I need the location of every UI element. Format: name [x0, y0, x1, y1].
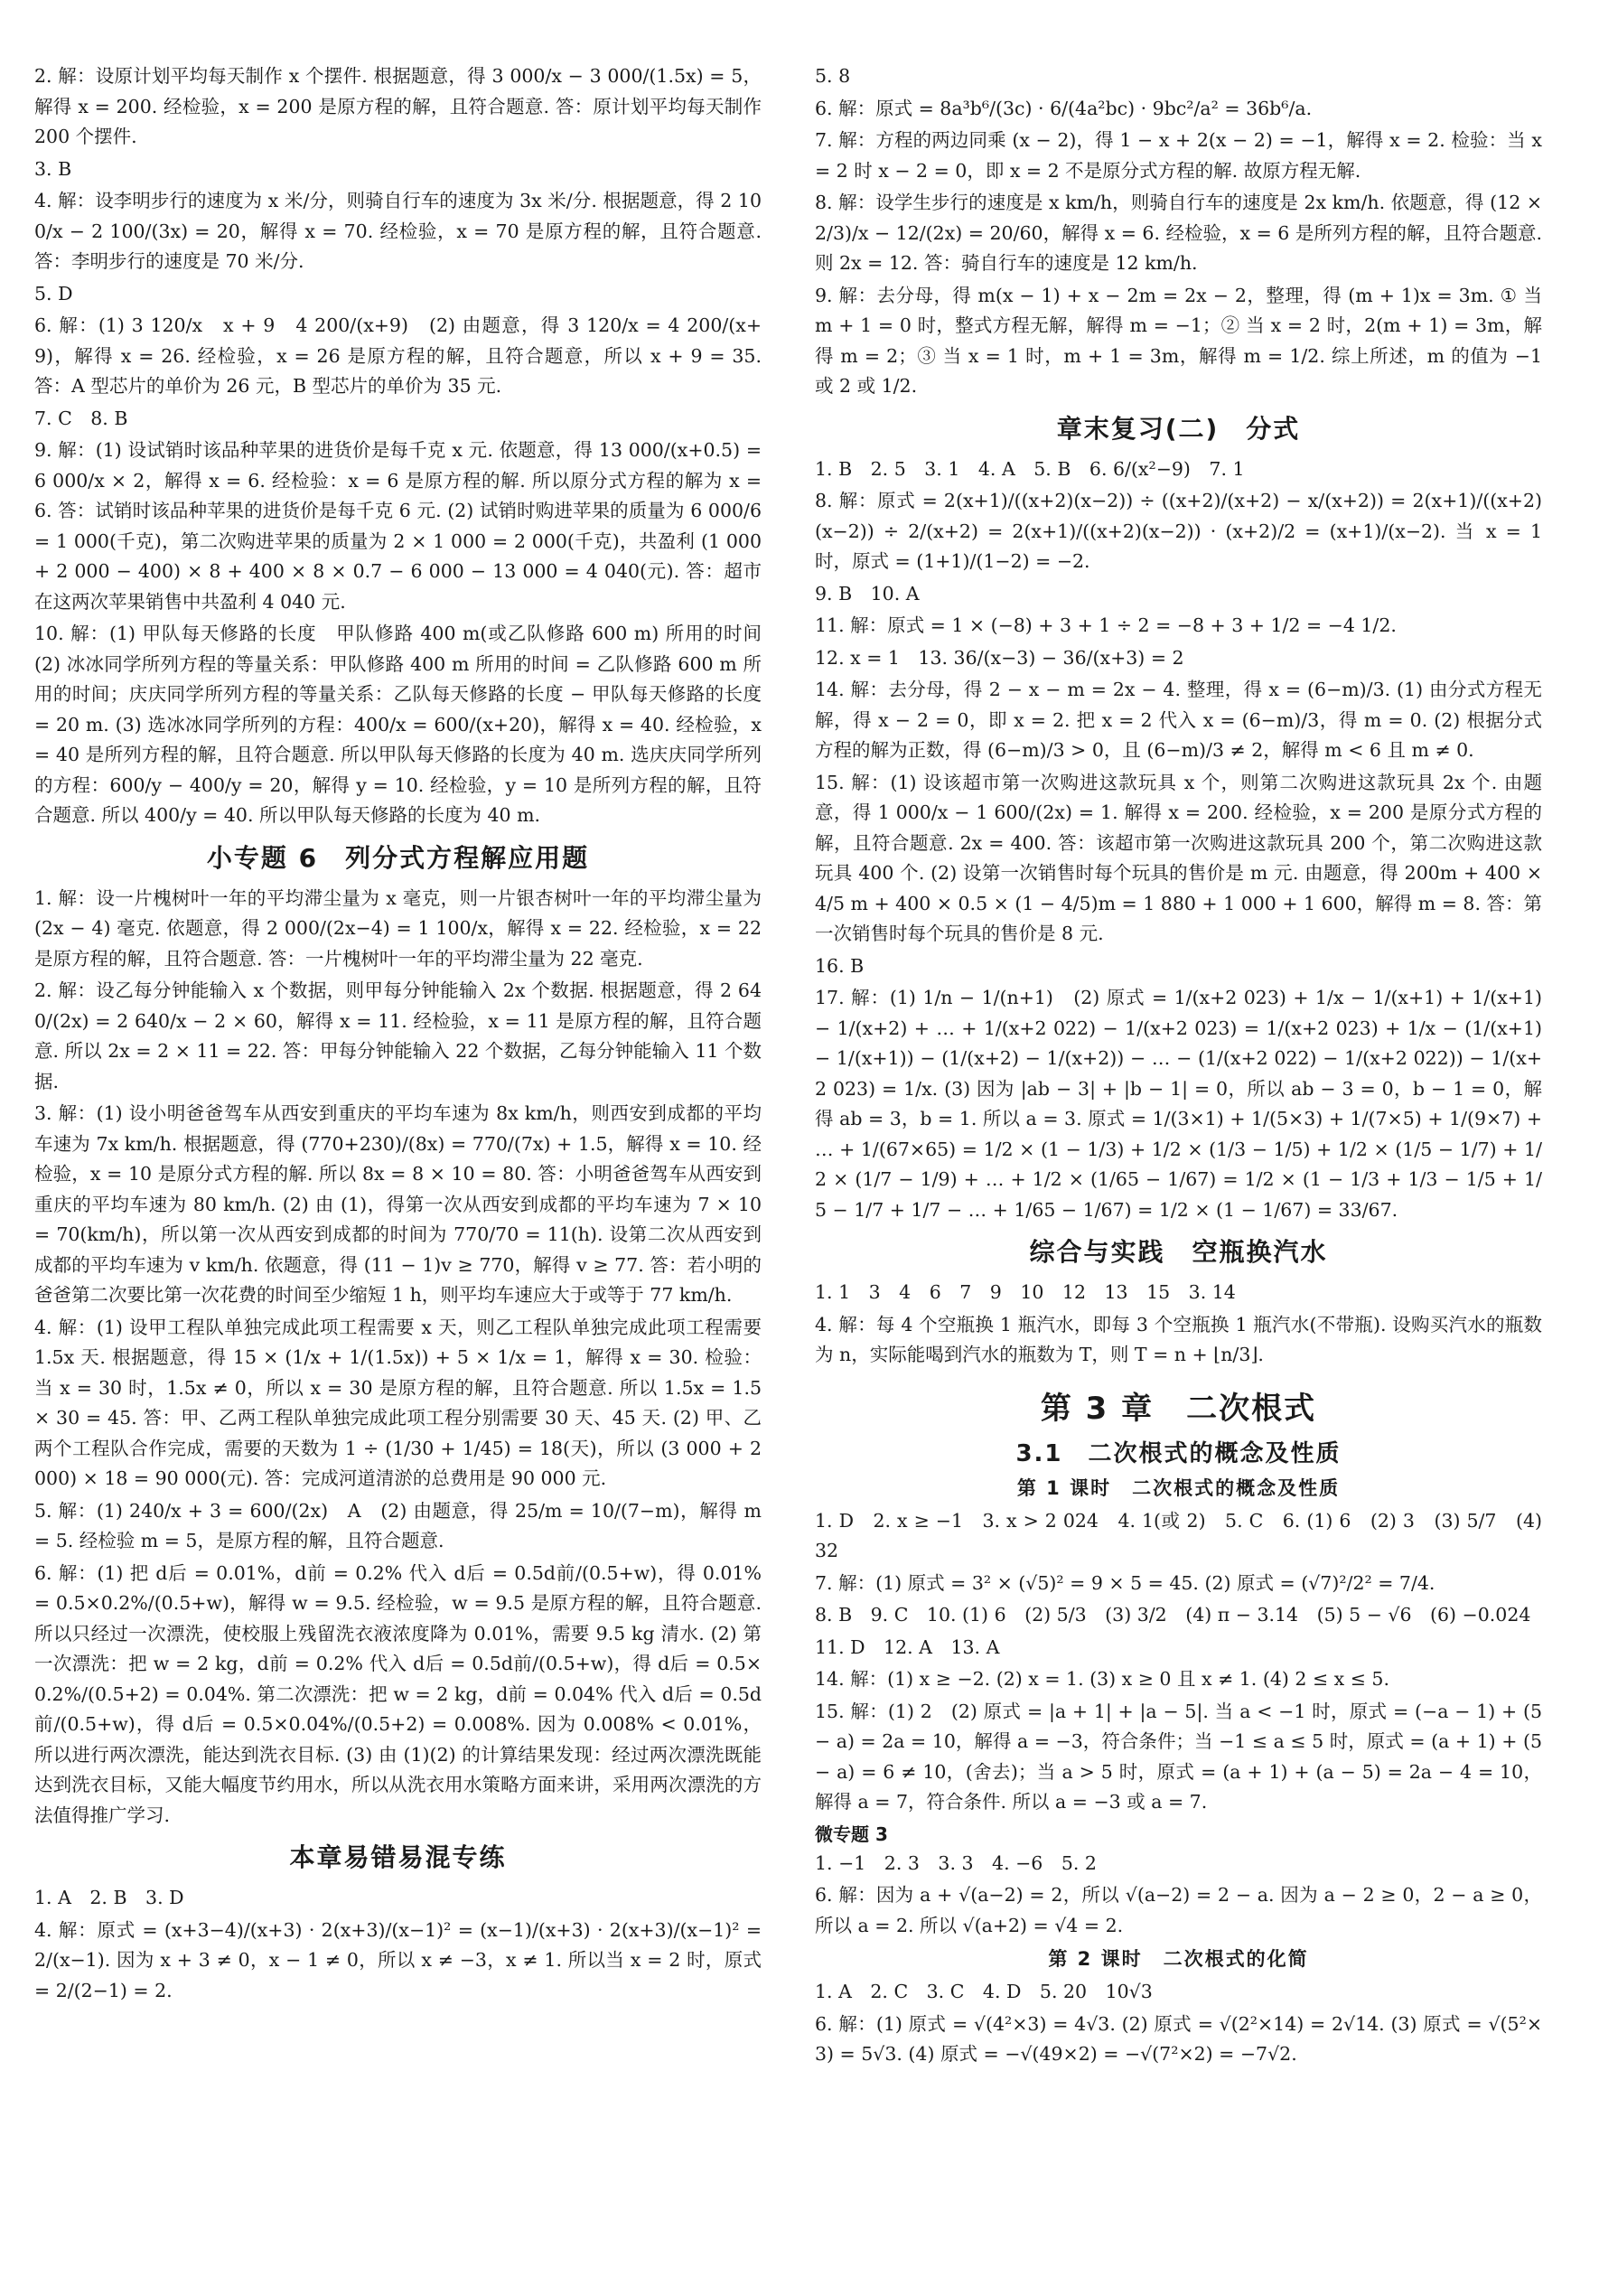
- answer-item: 5. 8: [815, 65, 851, 87]
- section-subheading: 3.1 二次根式的概念及性质: [1015, 1439, 1342, 1467]
- answer-item: 16. B: [815, 954, 865, 977]
- answer-item: 7. C 8. B: [34, 407, 128, 429]
- answer-item: 2. 解：设乙每分钟能输入 x 个数据，则甲每分钟能输入 2x 个数据. 根据题意，得 2 640/(2x) = 2 640/x − 2 × 60，解得 x = 11. 经检验，x = 11 是原方程的解，且符合题意. 所以 2x = 2 × 11 = 22. 答：甲每分钟能输入 22 个数据，乙每分钟能输入 11 个数据.: [34, 979, 762, 1092]
- chapter-heading: 第 3 章 二次根式: [1040, 1390, 1317, 1427]
- answer-item: 3. 解：(1) 设小明爸爸驾车从西安到重庆的平均车速为 8x km/h，则西安到成都的平均车速为 7x km/h. 根据题意，得 (770+230)/(8x) = 770/(7x) + 1.5，解得 x = 10. 经检验，x = 10 是原分式方程的解. 所以 8x = 8 × 10 = 80. 答：小明爸爸驾车从西安到重庆的平均车速为 80 km/h. (2) 由 (1)，得第一次从西安到成都的平均车速为 7 × 10 = 70(km/h)，所以第一次从西安到成都的时间为 770/70 = 11(h). 设第二次从西安到成都的平均车速为 v km/h. 依题意，得 (11 − 1)v ≥ 770，解得 v ≥ 77. 答：若小明的爸爸第二次要比第一次花费的时间至少缩短 1 h，则平均车速应大于或等于 77 km/h.: [34, 1102, 762, 1306]
- answer-item: 1. 1 3 4 6 7 9 10 12 13 15 3. 14: [815, 1281, 1236, 1303]
- section-heading: 章末复习(二) 分式: [1056, 413, 1301, 444]
- section-heading: 综合与实践 空瓶换汽水: [1029, 1237, 1328, 1267]
- answer-item: 6. 解：原式 = 8a³b⁶/(3c) · 6/(4a²bc) · 9bc²/a² = 36b⁶/a.: [815, 97, 1313, 119]
- left-column: [34, 61, 781, 2008]
- answer-item: 1. 解：设一片槐树叶一年的平均滞尘量为 x 毫克，则一片银杏树叶一年的平均滞尘量为 (2x − 4) 毫克. 依题意，得 2 000/(2x−4) = 1 100/x，解得 x = 22. 经检验，x = 22 是原方程的解，且符合题意. 答：一片槐树叶一年的平均滞尘量为 22 毫克.: [34, 886, 762, 970]
- right-column: [815, 61, 1542, 2072]
- answer-item: 2. 解：设原计划平均每天制作 x 个摆件. 根据题意，得 3 000/x − 3 000/(1.5x) = 5，解得 x = 200. 经检验，x = 200 是原方程的解，且符合题意. 答：原计划平均每天制作 200 个摆件.: [34, 65, 762, 147]
- answer-item: 4. 解：设李明步行的速度为 x 米/分，则骑自行车的速度为 3x 米/分. 根据题意，得 2 100/x − 2 100/(3x) = 20，解得 x = 70. 经检验，x = 70 是原方程的解，且符合题意. 答：李明步行的速度是 70 米/分.: [34, 190, 762, 272]
- answer-item: 11. D 12. A 13. A: [815, 1635, 1000, 1658]
- answer-item: 1. −1 2. 3 3. 3 4. −6 5. 2: [815, 1851, 1097, 1874]
- answer-item: 6. 解：因为 a + √(a−2) = 2，所以 √(a−2) = 2 − a. 因为 a − 2 ≥ 0，2 − a ≥ 0，所以 a = 2. 所以 √(a+2) = √4 = 2.: [815, 1884, 1542, 1936]
- answer-item: 1. D 2. x ≥ −1 3. x > 2 024 4. 1(或 2) 5. C 6. (1) 6 (2) 3 (3) 5/7 (4) 32: [815, 1509, 1542, 1561]
- topic-label: 微专题 3: [815, 1823, 888, 1845]
- answer-item: 6. 解：(1) 3 120/x x + 9 4 200/(x+9) (2) 由题意，得 3 120/x = 4 200/(x+9)，解得 x = 26. 经检验，x = 26 是原方程的解，且符合题意，所以 x + 9 = 35. 答：A 型芯片的单价为 26 元，B 型芯片的单价为 35 元.: [34, 314, 762, 397]
- answer-item: 5. D: [34, 282, 73, 305]
- answer-item: 8. B 9. C 10. (1) 6 (2) 5/3 (3) 3/2 (4) π − 3.14 (5) 5 − √6 (6) −0.024: [815, 1604, 1531, 1626]
- answer-item: 4. 解：原式 = (x+3−4)/(x+3) · 2(x+3)/(x−1)² = (x−1)/(x+3) · 2(x+3)/(x−1)² = 2/(x−1). 因为 x + 3 ≠ 0，x − 1 ≠ 0，所以 x ≠ −3，x ≠ 1. 所以当 x = 2 时，原式 = 2/(2−1) = 2.: [34, 1918, 762, 2001]
- answer-item: 17. 解：(1) 1/n − 1/(n+1) (2) 原式 = 1/(x+2 023) + 1/x − 1/(x+1) + 1/(x+1) − 1/(x+2) + … + 1/(x+2 022) − 1/(x+2 023) = 1/(x+2 023) + 1/x − (1/(x+1) − 1/(x+1)) − (1/(x+2) − 1/(x+2)) − … − (1/(x+2 022) − 1/(x+2 022)) − 1/(x+2 023) = 1/x. (3) 因为 |ab − 3| + |b − 1| = 0，所以 ab − 3 = 0，b − 1 = 0，解得 ab = 3，b = 1. 所以 a = 3. 原式 = 1/(3×1) + 1/(5×3) + 1/(7×5) + 1/(9×7) + … + 1/(67×65) = 1/2 × (1 − 1/3) + 1/2 × (1/3 − 1/5) + 1/2 × (1/5 − 1/7) + 1/2 × (1/7 − 1/9) + … + 1/2 × (1/65 − 1/67) = 1/2 × (1 − 1/3 + 1/3 − 1/5 + 1/5 − 1/7 + 1/7 − … + 1/65 − 1/67) = 1/2 × (1 − 1/67) = 33/67.: [815, 987, 1542, 1221]
- answer-item: 3. B: [34, 157, 72, 180]
- answer-item: 4. 解：每 4 个空瓶换 1 瓶汽水，即每 3 个空瓶换 1 瓶汽水(不带瓶). 设购买汽水的瓶数为 n，实际能喝到汽水的瓶数为 T，则 T = n + ⌊n/3⌋.: [815, 1313, 1542, 1365]
- answer-item: 1. A 2. C 3. C 4. D 5. 20 10√3: [815, 1981, 1153, 2002]
- answer-item: 9. B 10. A: [815, 582, 920, 604]
- answer-item: 15. 解：(1) 设该超市第一次购进这款玩具 x 个，则第二次购进这款玩具 2x 个. 由题意，得 1 000/x − 1 600/(2x) = 1. 解得 x = 200. 经检验，x = 200 是原分式方程的解，且符合题意. 2x = 400. 答：该超市第一次购进这款玩具 200 个，第二次购进这款玩具 400 个. (2) 设第一次销售时每个玩具的售价是 m 元. 由题意，得 200m + 400 × 4/5 m + 400 × 0.5 × (1 − 4/5)m = 1 880 + 1 000 + 1 600，解得 m = 8. 答：第一次销售时每个玩具的售价是 8 元.: [815, 771, 1542, 944]
- answer-item: 7. 解：(1) 原式 = 3² × (√5)² = 9 × 5 = 45. (2) 原式 = (√7)²/2² = 7/4.: [815, 1571, 1435, 1594]
- answer-item: 9. 解：去分母，得 m(x − 1) + x − 2m = 2x − 2，整理，得 (m + 1)x = 3m. ① 当 m + 1 = 0 时，整式方程无解，解得 m = −1；② 当 x = 2 时，2(m + 1) = 3m，解得 m = 2；③ 当 x = 1 时，m + 1 = 3m，解得 m = 1/2. 综上所述，m 的值为 −1 或 2 或 1/2.: [815, 284, 1542, 397]
- answer-item: 15. 解：(1) 2 (2) 原式 = |a + 1| + |a − 5|. 当 a < −1 时，原式 = (−a − 1) + (5 − a) = 2a = 10，解得 a = −3，符合条件；当 −1 ≤ a ≤ 5 时，原式 = (a + 1) + (5 − a) = 6 ≠ 10，(舍去)；当 a > 5 时，原式 = (a + 1) + (a − 5) = 2a − 4 = 10，解得 a = 7，符合条件. 所以 a = −3 或 a = 7.: [815, 1700, 1542, 1813]
- answer-item: 8. 解：设学生步行的速度是 x km/h，则骑自行车的速度是 2x km/h. 依题意，得 (12 × 2/3)/x − 12/(2x) = 20/60，解得 x = 6. 经检验，x = 6 是所列方程的解，且符合题意. 则 2x = 12. 答：骑自行车的速度是 12 km/h.: [815, 192, 1542, 274]
- answer-item: 6. 解：(1) 原式 = √(4²×3) = 4√3. (2) 原式 = √(2²×14) = 2√14. (3) 原式 = √(5²×3) = 5√3. (4) 原式 = −√(49×2) = −√(7²×2) = −7√2.: [815, 2012, 1542, 2065]
- section-heading: 本章易错易混专练: [289, 1842, 507, 1872]
- answer-item: 14. 解：去分母，得 2 − x − m = 2x − 4. 整理，得 x = (6−m)/3. (1) 由分式方程无解，得 x − 2 = 0，即 x = 2. 把 x = 2 代入 x = (6−m)/3，得 m = 0. (2) 根据分式方程的解为正数，得 (6−m)/3 > 0，且 (6−m)/3 ≠ 2，解得 m < 6 且 m ≠ 0.: [815, 679, 1542, 761]
- answer-item: 1. B 2. 5 3. 1 4. A 5. B 6. 6/(x²−9) 7. 1: [815, 457, 1245, 480]
- answer-item: 10. 解：(1) 甲队每天修路的长度 甲队修路 400 m(或乙队修路 600 m) 所用的时间 (2) 冰冰同学所列方程的等量关系：甲队修路 400 m 所用的时间 = 乙队修路 600 m 所用的时间；庆庆同学所列方程的等量关系：乙队每天修路的长度 − 甲队每天修路的长度 = 20 m. (3) 选冰冰同学所列的方程：400/x = 600/(x+20)，解得 x = 40. 经检验，x = 40 是所列方程的解，且符合题意. 所以甲队每天修路的长度为 40 m. 选庆庆同学所列的方程：600/y − 400/y = 20，解得 y = 10. 经检验，y = 10 是所列方程的解，且符合题意. 所以 400/y = 40. 所以甲队每天修路的长度为 40 m.: [34, 623, 781, 826]
- answer-item: 5. 解：(1) 240/x + 3 = 600/(2x) A (2) 由题意，得 25/m = 10/(7−m)，解得 m = 5. 经检验 m = 5，是原方程的解，且符合题意.: [34, 1499, 762, 1551]
- answer-item: 9. 解：(1) 设试销时该品种苹果的进货价是每千克 x 元. 依题意，得 13 000/(x+0.5) = 6 000/x × 2，解得 x = 6. 经检验：x = 6 是原方程的解. 所以原分式方程的解为 x = 6. 答：试销时该品种苹果的进货价是每千克 6 元. (2) 试销时购进苹果的质量为 6 000/6 = 1 000(千克)，第二次购进苹果的质量为 2 × 1 000 = 2 000(千克)，共盈利 (1 000 + 2 000 − 400) × 8 + 400 × 8 × 0.7 − 6 000 − 13 000 = 4 040(元). 答：超市在这两次苹果销售中共盈利 4 040 元.: [34, 439, 762, 613]
- answer-item: 11. 解：原式 = 1 × (−8) + 3 + 1 ÷ 2 = −8 + 3 + 1/2 = −4 1/2.: [815, 614, 1397, 636]
- answer-item: 8. 解：原式 = 2(x+1)/((x+2)(x−2)) ÷ ((x+2)/(x+2) − x/(x+2)) = 2(x+1)/((x+2)(x−2)) ÷ 2/(x+2) = 2(x+1)/((x+2)(x−2)) · (x+2)/2 = (x+1)/(x−2). 当 x = 1 时，原式 = (1+1)/(1−2) = −2.: [815, 490, 1542, 572]
- section-heading: 小专题 6 列分式方程解应用题: [206, 842, 590, 873]
- answer-item: 7. 解：方程的两边同乘 (x − 2)，得 1 − x + 2(x − 2) = −1，解得 x = 2. 检验：当 x = 2 时 x − 2 = 0，即 x = 2 不是原分式方程的解. 故原方程无解.: [815, 129, 1542, 182]
- lesson-heading: 第 1 课时 二次根式的概念及性质: [1016, 1476, 1341, 1499]
- answer-item: 12. x = 1 13. 36/(x−3) − 36/(x+3) = 2: [815, 646, 1184, 669]
- answer-item: 6. 解：(1) 把 d后 = 0.01%，d前 = 0.2% 代入 d后 = 0.5d前/(0.5+w)，得 0.01% = 0.5×0.2%/(0.5+w)，解得 w = 9.5. 经检验，w = 9.5 是原方程的解，且符合题意. 所以只经过一次漂洗，使校服上残留洗衣液浓度降为 0.01%，需要 9.5 kg 清水. (2) 第一次漂洗：把 w = 2 kg，d前 = 0.2% 代入 d后 = 0.5d前/(0.5+w)，得 d后 = 0.5×0.2%/(0.5+2) = 0.04%. 第二次漂洗：把 w = 2 kg，d前 = 0.04% 代入 d后 = 0.5d前/(0.5+w)，得 d后 = 0.5×0.04%/(0.5+2) = 0.008%. 因为 0.008% < 0.01%，所以进行两次漂洗，能达到洗衣目标. (3) 由 (1)(2) 的计算结果发现：经过两次漂洗既能达到洗衣目标，又能大幅度节约用水，所以从洗衣用水策略方面来讲，采用两次漂洗的方法值得推广学习.: [34, 1561, 762, 1826]
- answer-item: 1. A 2. B 3. D: [34, 1887, 184, 1908]
- answer-item: 14. 解：(1) x ≥ −2. (2) x = 1. (3) x ≥ 0 且 x ≠ 1. (4) 2 ≤ x ≤ 5.: [815, 1668, 1389, 1690]
- answer-item: 4. 解：(1) 设甲工程队单独完成此项工程需要 x 天，则乙工程队单独完成此项工程需要 1.5x 天. 根据题意，得 15 × (1/x + 1/(1.5x)) + 5 × 1/x = 1，解得 x = 30. 检验：当 x = 30 时，1.5x ≠ 0，所以 x = 30 是原方程的解，且符合题意. 所以 1.5x = 1.5 × 30 = 45. 答：甲、乙两工程队单独完成此项工程分别需要 30 天、45 天. (2) 甲、乙两个工程队合作完成，需要的天数为 1 ÷ (1/30 + 1/45) = 18(天)，所以 (3 000 + 2 000) × 18 = 90 000(元). 答：完成河道清淤的总费用是 90 000 元.: [34, 1316, 762, 1489]
- lesson-heading: 第 2 课时 二次根式的化简: [1048, 1948, 1309, 1970]
